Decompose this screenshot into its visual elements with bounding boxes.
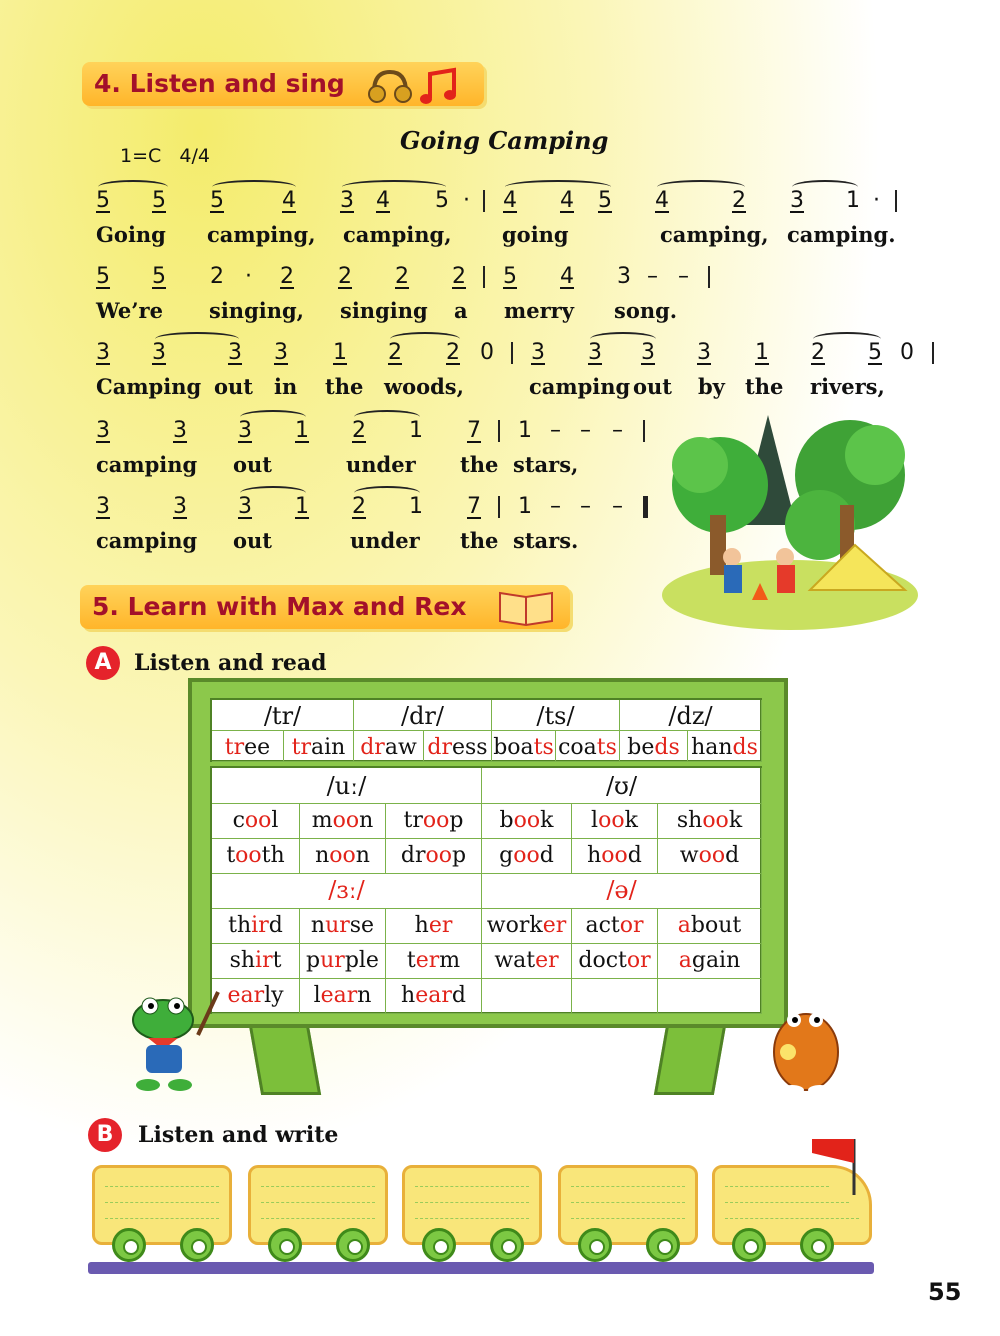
- word-cell: moon: [300, 804, 386, 839]
- lyric: the: [460, 452, 499, 477]
- word-cell: dress: [424, 731, 492, 762]
- note: 5: [435, 188, 449, 213]
- lyric: Going: [96, 222, 166, 247]
- lyric: camping: [96, 528, 198, 553]
- note: 3: [238, 418, 252, 443]
- lyric: camping,: [343, 222, 452, 247]
- word-cell: doctor: [572, 944, 658, 979]
- word-cell: hood: [572, 839, 658, 874]
- note: 2: [388, 340, 402, 365]
- word-cell: good: [482, 839, 572, 874]
- note: 0: [900, 340, 914, 365]
- board-leg-left: [249, 1025, 321, 1095]
- bar-line: [932, 342, 934, 364]
- wheel: [646, 1228, 680, 1262]
- part-a-label: Listen and read: [134, 650, 327, 676]
- frog-character: [118, 990, 228, 1100]
- note: 5: [503, 264, 517, 289]
- word-cell: shirt: [212, 944, 300, 979]
- lyric: stars,: [513, 452, 579, 477]
- wheel: [732, 1228, 766, 1262]
- note: 1: [333, 340, 347, 365]
- lyric: the: [325, 374, 364, 399]
- note: 4: [282, 188, 296, 213]
- bar-line: [643, 420, 645, 442]
- lyric: by: [698, 374, 725, 399]
- note: –: [612, 418, 623, 443]
- note: 2: [446, 340, 460, 365]
- slur: [240, 410, 306, 424]
- flag-icon: [808, 1135, 858, 1197]
- bar-line: [483, 190, 485, 212]
- note: 2: [352, 494, 366, 519]
- note: 5: [210, 188, 224, 213]
- word-cell: beds: [620, 731, 688, 762]
- slur: [212, 180, 296, 194]
- wheel: [578, 1228, 612, 1262]
- lyric: out: [233, 528, 272, 553]
- lyric: singing,: [209, 298, 304, 323]
- note: ·: [873, 188, 880, 213]
- part-a-badge: A: [86, 646, 120, 680]
- note: 3: [96, 418, 110, 443]
- bar-line: [511, 342, 513, 364]
- ipa-header: /dr/: [354, 700, 492, 731]
- word-cell: droop: [386, 839, 482, 874]
- wheel: [268, 1228, 302, 1262]
- ipa-header: /tr/: [212, 700, 354, 731]
- ipa-header: /ɜː/: [212, 874, 482, 909]
- note: ·: [245, 264, 252, 289]
- wheel: [336, 1228, 370, 1262]
- child: [776, 548, 794, 566]
- slur: [354, 410, 420, 424]
- note: 5: [152, 264, 166, 289]
- word-cell: tree: [212, 731, 284, 762]
- note: 3: [617, 264, 631, 289]
- note: 4: [655, 188, 669, 213]
- word-cell: book: [482, 804, 572, 839]
- note: 5: [96, 188, 110, 213]
- word-cell: cool: [212, 804, 300, 839]
- word-cell: again: [658, 944, 762, 979]
- word-cell: [572, 979, 658, 1014]
- lyric: the: [745, 374, 784, 399]
- lyric: camping,: [207, 222, 316, 247]
- lyric: camping: [529, 374, 631, 399]
- note: 1: [409, 418, 423, 443]
- word-cell: water: [482, 944, 572, 979]
- note: 1: [518, 494, 532, 519]
- ipa-header: /ə/: [482, 874, 762, 909]
- note: 1: [846, 188, 860, 213]
- note: 2: [811, 340, 825, 365]
- slur: [813, 332, 881, 346]
- song-key: 1=C 4/4: [120, 145, 210, 167]
- note: 4: [560, 188, 574, 213]
- note: 2: [338, 264, 352, 289]
- lyric: merry: [504, 298, 574, 323]
- lyric: in: [274, 374, 298, 399]
- note: 2: [210, 264, 224, 289]
- note: 3: [588, 340, 602, 365]
- bar-line: [498, 496, 500, 518]
- bar-line: [498, 420, 500, 442]
- lyric: song.: [614, 298, 678, 323]
- note: 2: [732, 188, 746, 213]
- lyric: singing: [340, 298, 428, 323]
- note: 2: [280, 264, 294, 289]
- word-cell: [658, 979, 762, 1014]
- lyric: stars.: [513, 528, 579, 553]
- ipa-header: /ʊ/: [482, 768, 762, 804]
- note: 4: [560, 264, 574, 289]
- word-cell: [482, 979, 572, 1014]
- lyric: rivers,: [810, 374, 885, 399]
- slur: [657, 180, 745, 194]
- note: 2: [452, 264, 466, 289]
- note: 3: [96, 340, 110, 365]
- song-title: Going Camping: [400, 126, 609, 155]
- bar-line: [643, 496, 648, 518]
- wheel: [422, 1228, 456, 1262]
- slur: [590, 332, 656, 346]
- lyric: out: [633, 374, 672, 399]
- lyric: under: [350, 528, 420, 553]
- word-cell: early: [212, 979, 300, 1014]
- note: 1: [409, 494, 423, 519]
- note: –: [612, 494, 623, 519]
- word-cell: wood: [658, 839, 762, 874]
- note: 1: [295, 494, 309, 519]
- wheel: [112, 1228, 146, 1262]
- word-cell: coats: [556, 731, 620, 762]
- note: –: [580, 418, 591, 443]
- word-cell: draw: [354, 731, 424, 762]
- note: 3: [238, 494, 252, 519]
- slur: [240, 486, 306, 500]
- note: 7: [467, 494, 481, 519]
- lyric: camping.: [787, 222, 896, 247]
- lyric: out: [233, 452, 272, 477]
- ipa-header: /uː/: [212, 768, 482, 804]
- word-cell: purple: [300, 944, 386, 979]
- lyric: out: [214, 374, 253, 399]
- word-cell: about: [658, 909, 762, 944]
- slur: [354, 486, 420, 500]
- book-icon: [496, 585, 556, 627]
- word-cell: look: [572, 804, 658, 839]
- word-cell: troop: [386, 804, 482, 839]
- note: –: [580, 494, 591, 519]
- lyric: woods,: [384, 374, 464, 399]
- wheel: [180, 1228, 214, 1262]
- word-cell: noon: [300, 839, 386, 874]
- lyric: the: [460, 528, 499, 553]
- ipa-header: /dz/: [620, 700, 762, 731]
- note: –: [550, 418, 561, 443]
- note: 1: [518, 418, 532, 443]
- slur: [98, 180, 168, 194]
- writing-box-3[interactable]: [402, 1165, 542, 1245]
- note: 0: [480, 340, 494, 365]
- note: –: [647, 264, 658, 289]
- page-number: 55: [928, 1278, 962, 1306]
- wheel: [800, 1228, 834, 1262]
- lyric: a: [454, 298, 468, 323]
- slur: [342, 180, 446, 194]
- consonant-table: [210, 698, 762, 762]
- lyric: We’re: [96, 298, 163, 323]
- note: 3: [173, 494, 187, 519]
- note: 3: [152, 340, 166, 365]
- writing-box-1[interactable]: [92, 1165, 232, 1245]
- note: 3: [641, 340, 655, 365]
- word-cell: heard: [386, 979, 482, 1014]
- word-cell: learn: [300, 979, 386, 1014]
- part-b-label: Listen and write: [138, 1122, 339, 1148]
- word-cell: actor: [572, 909, 658, 944]
- word-cell: worker: [482, 909, 572, 944]
- camping-illustration: [660, 405, 920, 630]
- note: 1: [755, 340, 769, 365]
- word-cell: nurse: [300, 909, 386, 944]
- note: 5: [598, 188, 612, 213]
- lyric: going: [502, 222, 569, 247]
- word-cell: shook: [658, 804, 762, 839]
- note: 7: [467, 418, 481, 443]
- note: 3: [228, 340, 242, 365]
- note: 3: [96, 494, 110, 519]
- note: 3: [531, 340, 545, 365]
- note: 1: [295, 418, 309, 443]
- note: 5: [96, 264, 110, 289]
- slur: [155, 332, 239, 346]
- note: –: [550, 494, 561, 519]
- word-cell: hands: [688, 731, 762, 762]
- word-cell: her: [386, 909, 482, 944]
- note: 3: [697, 340, 711, 365]
- note: 3: [173, 418, 187, 443]
- bar-line: [895, 190, 897, 212]
- note: 3: [790, 188, 804, 213]
- note: 5: [152, 188, 166, 213]
- board-leg-right: [654, 1025, 726, 1095]
- note: 3: [340, 188, 354, 213]
- word-cell: tooth: [212, 839, 300, 874]
- rex-character: [766, 992, 846, 1097]
- slur: [792, 180, 858, 194]
- headphones-icon: [368, 68, 412, 106]
- ipa-header: /ts/: [492, 700, 620, 731]
- child: [723, 548, 741, 566]
- note: 3: [274, 340, 288, 365]
- slur: [505, 180, 611, 194]
- writing-box-4[interactable]: [558, 1165, 698, 1245]
- section4-title: 4. Listen and sing: [94, 69, 345, 98]
- music-note-icon: [418, 66, 460, 108]
- note: 5: [868, 340, 882, 365]
- wheel: [490, 1228, 524, 1262]
- lyric: under: [346, 452, 416, 477]
- note: ·: [463, 188, 470, 213]
- word-cell: term: [386, 944, 482, 979]
- train-track: [88, 1262, 874, 1274]
- slur: [390, 332, 460, 346]
- bar-line: [483, 266, 485, 288]
- vowel-table: [210, 766, 762, 1014]
- part-b-badge: B: [88, 1118, 122, 1152]
- writing-box-2[interactable]: [248, 1165, 388, 1245]
- lyric: camping: [96, 452, 198, 477]
- lyric: camping,: [660, 222, 769, 247]
- word-cell: boats: [492, 731, 556, 762]
- note: 2: [352, 418, 366, 443]
- note: –: [678, 264, 689, 289]
- bar-line: [708, 266, 710, 288]
- note: 4: [376, 188, 390, 213]
- note: 4: [503, 188, 517, 213]
- word-cell: third: [212, 909, 300, 944]
- note: 2: [395, 264, 409, 289]
- section5-title: 5. Learn with Max and Rex: [92, 592, 467, 621]
- word-cell: train: [284, 731, 354, 762]
- lyric: Camping: [96, 374, 202, 399]
